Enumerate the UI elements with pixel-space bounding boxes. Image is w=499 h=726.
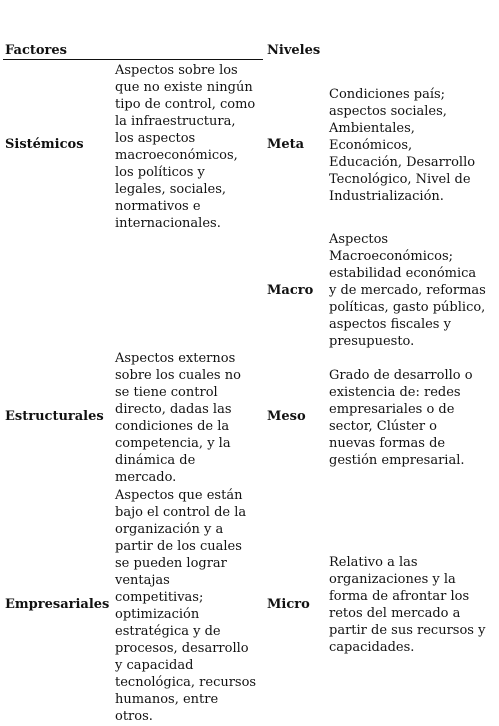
level-meso-description — [329, 367, 473, 469]
factor-sistemicos-description — [115, 62, 255, 232]
text-line: tipo de control, como — [115, 97, 256, 112]
text-line: competitivas; — [115, 590, 204, 605]
text-line: políticas, gasto público, — [329, 300, 486, 315]
text-line: estabilidad económica — [329, 266, 477, 281]
text-line: la infraestructura, — [115, 114, 236, 129]
text-line: legales, sociales, — [115, 182, 227, 197]
text-line: sector, Clúster o — [329, 419, 437, 434]
text-line: directo, dadas las — [115, 402, 232, 417]
text-line: normativos e — [115, 199, 201, 214]
text-line: partir de los cuales — [115, 539, 242, 554]
text-line: Económicos, — [329, 138, 413, 153]
level-macro-description — [329, 231, 486, 350]
text-line: organización y a — [115, 522, 224, 537]
text-line: Macroeconómicos; — [329, 249, 454, 264]
factor-sistemicos-label: Sistémicos — [5, 137, 84, 152]
text-line: humanos, entre — [115, 692, 219, 707]
text-line: retos del mercado a — [329, 606, 461, 621]
text-line: que no existe ningún — [115, 80, 253, 95]
text-line: Aspectos que están — [115, 488, 243, 503]
factor-estructurales-label: Estructurales — [5, 409, 104, 424]
text-line: condiciones de la — [115, 419, 230, 434]
text-line: y de mercado, reformas — [329, 283, 486, 298]
text-line: Grado de desarrollo o — [329, 368, 473, 383]
text-line: existencia de: redes — [329, 385, 461, 400]
text-line: Ambientales, — [329, 121, 415, 136]
text-line: internacionales. — [115, 216, 221, 231]
text-line: Aspectos externos — [115, 351, 236, 366]
text-line: y capacidad — [115, 658, 194, 673]
text-line: sobre los cuales no — [115, 368, 241, 383]
level-macro-label: Macro — [267, 283, 314, 298]
header-factores: Factores — [5, 43, 67, 58]
factor-empresariales-label: Empresariales — [5, 597, 110, 612]
text-line: optimización — [115, 607, 200, 622]
text-line: Relativo a las — [329, 555, 418, 570]
text-line: aspectos sociales, — [329, 104, 447, 119]
text-line: otros. — [115, 709, 153, 724]
text-line: tecnológica, recursos — [115, 675, 257, 690]
level-micro-description — [329, 554, 485, 656]
text-line: bajo el control de la — [115, 505, 247, 520]
text-line: macroeconómicos, — [115, 148, 238, 163]
text-line: los aspectos — [115, 131, 196, 146]
header-niveles: Niveles — [267, 43, 321, 58]
text-line: empresariales o de — [329, 402, 455, 417]
text-line: Educación, Desarrollo — [329, 155, 476, 170]
text-line: Aspectos sobre los — [115, 63, 238, 78]
text-line: Tecnológico, Nivel de — [329, 172, 471, 187]
text-line: Aspectos — [329, 232, 389, 247]
text-line: ventajas — [115, 573, 170, 588]
text-line: aspectos fiscales y — [329, 317, 451, 332]
header-underline — [3, 59, 263, 60]
text-line: partir de sus recursos y — [329, 623, 486, 638]
factor-empresariales-description — [115, 487, 256, 725]
text-line: nuevas formas de — [329, 436, 446, 451]
text-line: estratégica y de — [115, 624, 221, 639]
text-line: se pueden lograr — [115, 556, 227, 571]
text-line: forma de afrontar los — [329, 589, 470, 604]
text-line: procesos, desarrollo — [115, 641, 249, 656]
text-line: competencia, y la — [115, 436, 231, 451]
factor-estructurales-description — [115, 350, 241, 486]
text-line: organizaciones y la — [329, 572, 456, 587]
text-line: se tiene control — [115, 385, 218, 400]
text-line: los políticos y — [115, 165, 205, 180]
text-line: gestión empresarial. — [329, 453, 465, 468]
text-line: presupuesto. — [329, 334, 415, 349]
level-meta-description — [329, 86, 475, 205]
text-line: mercado. — [115, 470, 177, 485]
level-meso-label: Meso — [267, 409, 306, 424]
text-line: capacidades. — [329, 640, 415, 655]
level-meta-label: Meta — [267, 137, 305, 152]
level-micro-label: Micro — [267, 597, 310, 612]
text-line: Condiciones país; — [329, 87, 446, 102]
text-line: dinámica de — [115, 453, 196, 468]
text-line: Industrialización. — [329, 189, 444, 204]
